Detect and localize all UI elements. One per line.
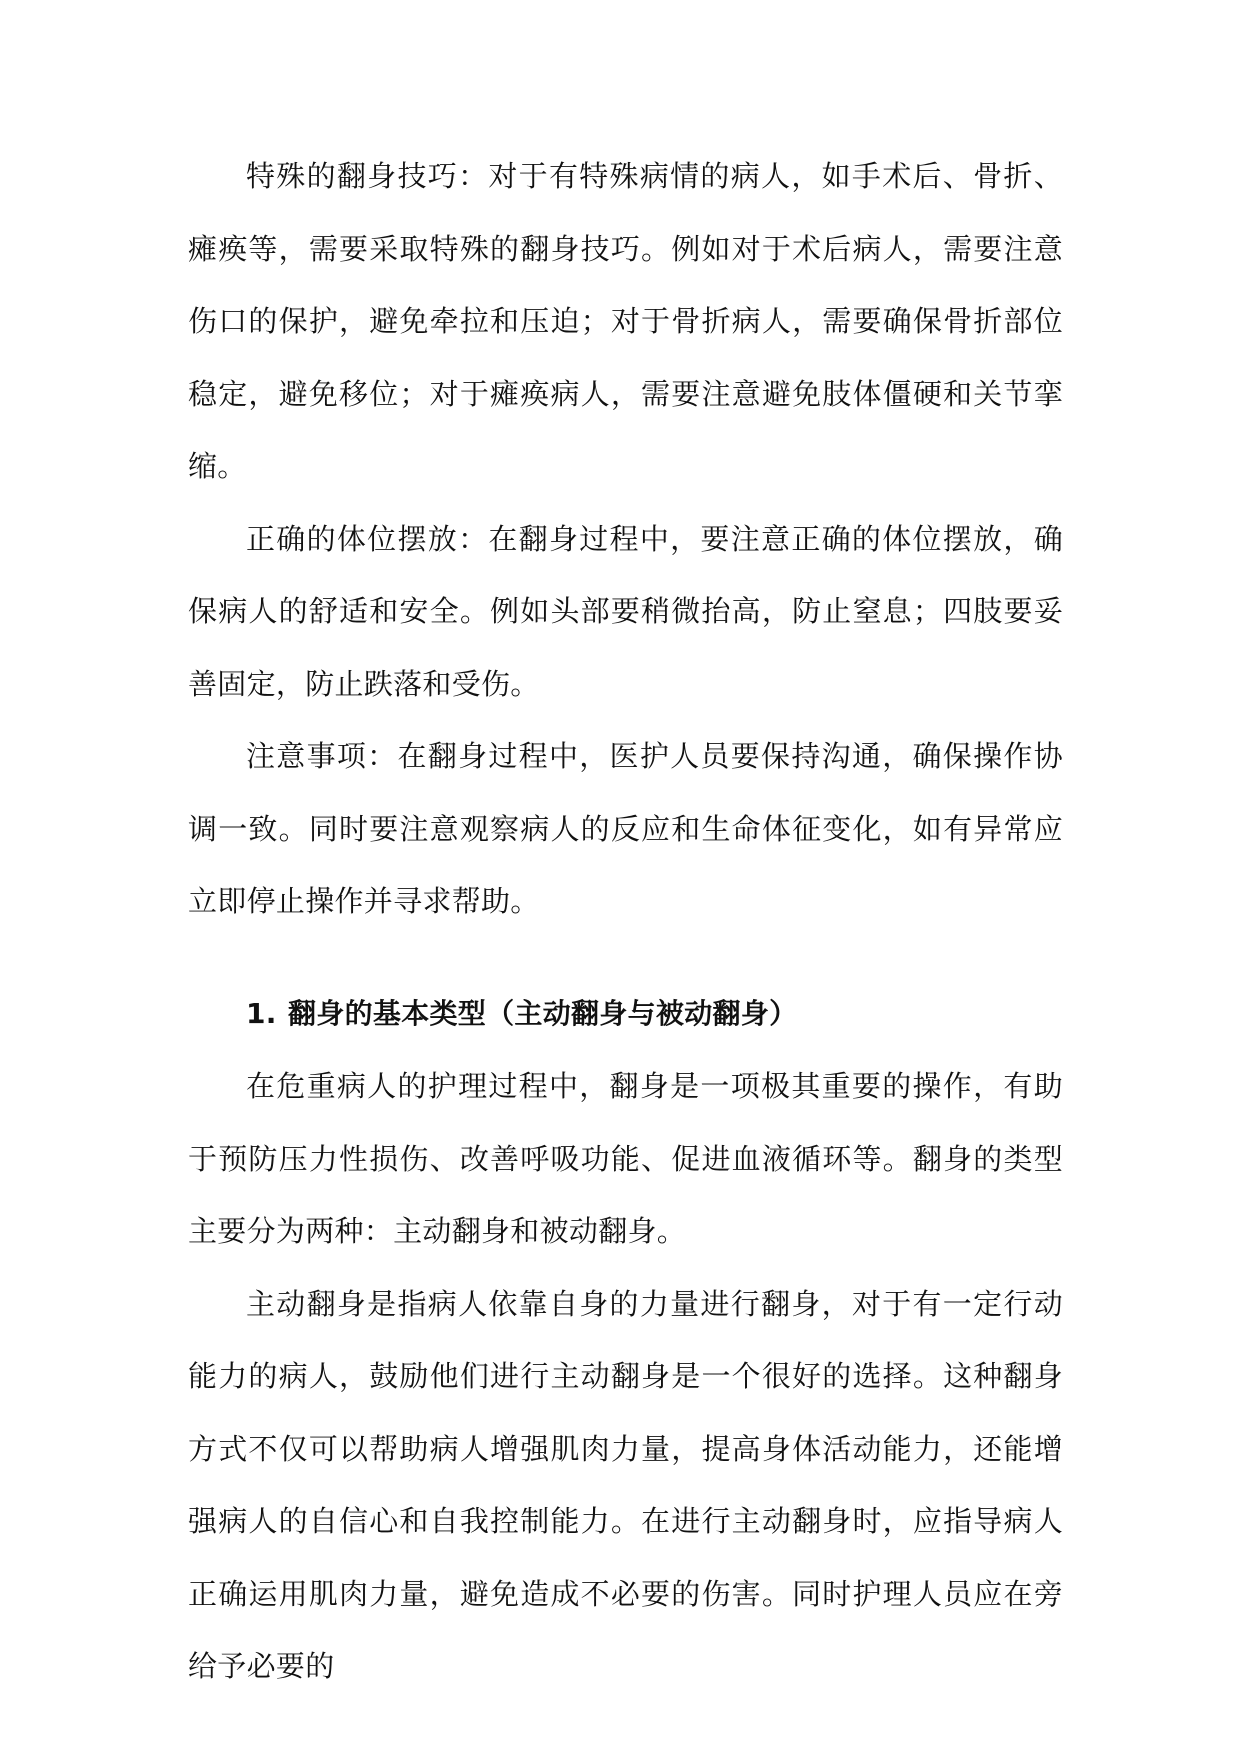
paragraph-turning-types-intro: 在危重病人的护理过程中，翻身是一项极其重要的操作，有助于预防压力性损伤、改善呼吸功能、促进血液循环等。翻身的类型主要分为两种：主动翻身和被动翻身。 xyxy=(188,1069,1063,1248)
paragraph-correct-positioning: 正确的体位摆放：在翻身过程中，要注意正确的体位摆放，确保病人的舒适和安全。例如头部要稍微抬高，防止窒息；四肢要妥善固定，防止跌落和受伤。 xyxy=(188,521,1063,701)
section-heading xyxy=(188,978,1063,1051)
document-body xyxy=(188,140,1063,1703)
section-title: 翻身的基本类型（主动翻身与被动翻身） xyxy=(288,996,798,1030)
paragraph-precautions: 注意事项：在翻身过程中，医护人员要保持沟通，确保操作协调一致。同时要注意观察病人的反应和生命体征变化，如有异常应立即停止操作并寻求帮助。 xyxy=(188,739,1063,918)
section-number: 1. xyxy=(246,996,277,1030)
paragraph-special-turning-techniques: 特殊的翻身技巧：对于有特殊病情的病人，如手术后、骨折、瘫痪等，需要采取特殊的翻身技巧。例如对于术后病人，需要注意伤口的保护，避免牵拉和压迫；对于骨折病人，需要确保骨折部位稳定，避免移位；对于瘫痪病人，需要注意避免肢体僵硬和关节挛缩。 xyxy=(188,159,1063,483)
paragraph-active-turning: 主动翻身是指病人依靠自身的力量进行翻身，对于有一定行动能力的病人，鼓励他们进行主动翻身是一个很好的选择。这种翻身方式不仅可以帮助病人增强肌肉力量，提高身体活动能力，还能增强病人的自信心和自我控制能力。在进行主动翻身时，应指导病人正确运用肌肉力量，避免造成不必要的伤害。同时护理人员应在旁给予必要的 xyxy=(188,1286,1063,1683)
